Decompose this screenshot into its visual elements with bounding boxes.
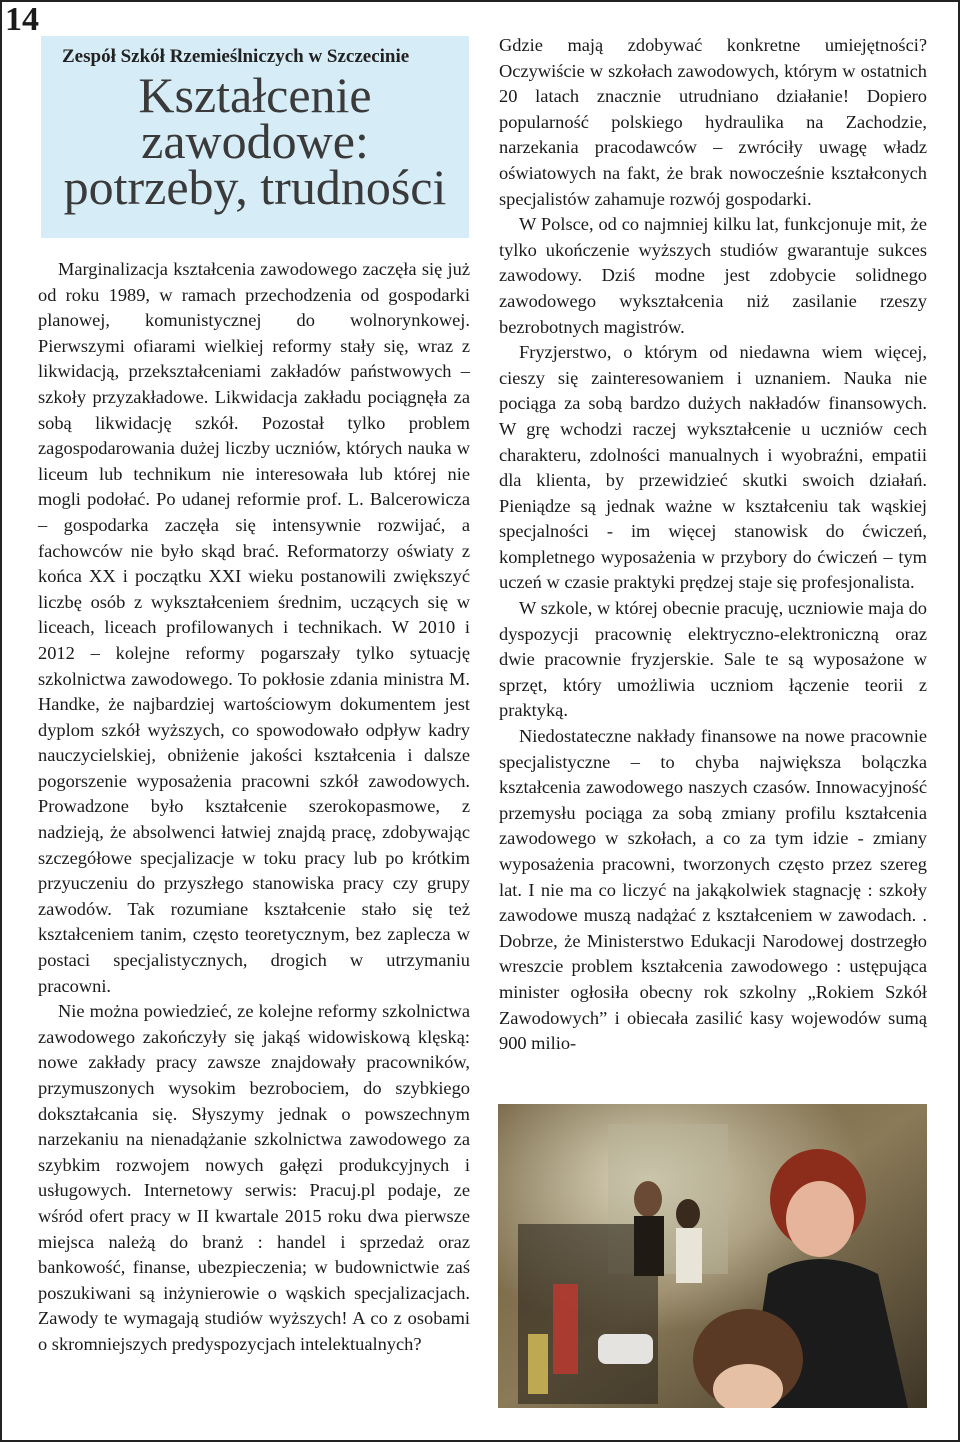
paragraph: Fryzjerstwo, o którym od niedawna wiem więcej, cieszy się zainteresowaniem i uznaniem. Nauka nie pociąga za sobą bardzo dużych nakładów finansowych. W grę wchodzi raczej wykształcenie u uczniów cech charakteru, zdolności manualnych i wyobraźni, empatii dla klienta, by przewidzieć skutki swoich działań. Pieniądze są jednak ważne w kształceniu tak wąskiej specjalności - im więcej stanowisk do ćwiczeń, kompletnego wyposażenia w przybory do ćwiczeń – tym uczeń w czasie praktyki prędzej staje się profesjonalista. [499,342,927,593]
left-column [38,257,470,1358]
paragraph: W szkole, w której obecnie pracuję, uczniowie maja do dyspozycji pracownię elektryczno-elektroniczną oraz dwie pracownie fryzjerskie. Sale te są wyposażone w sprzęt, który umożliwia uczniom łączenie teorii z praktyką. [499,598,927,721]
paragraph: Nie można powiedzieć, ze kolejne reformy szkolnictwa zawodowego zakończyły się jakąś widowiskową klęską: nowe zakłady pracy zawsze znajdowały pracowników, przymuszonych wysokim bezrobociem, do szybkiego dokształcania się. Słyszymy jednak o powszechnym narzekaniu na nienadążanie szkolnictwa zawodowego za szybkim rozwojem nowych gałęzi produkcyjnych i usługowych. Internetowy serwis: Pracuj.pl podaje, ze wśród ofert pracy w II kwartale 2015 roku dwa pierwsze miejsca należą do branż : handel i sprzedaż oraz bankowość, finanse, ubezpieczenia; w budownictwie zaś poszukiwani są inżynierowie o wąskich specjalizacjach. Zawody te wymagają studiów wyższych! A co z osobami o skromniejszych predyspozycjach intelektualnych? [38,1001,470,1354]
page-number: 14 [5,1,39,38]
salon-photo-image [498,1104,927,1408]
school-name: Zespół Szkół Rzemieślniczych w Szczecinie [62,46,410,67]
right-column [499,33,927,1057]
article-title [41,67,469,215]
paragraph: Niedostateczne nakłady finansowe na nowe pracownie specjalistyczne – to chyba największa bolączka kształcenia zawodowego naszych czasów. Innowacyjność przemysłu pociąga za sobą zmiany profilu kształcenia zawodowego w szkołach, a co za tym idzie - zmiany wyposażenia pracowni, tworzonych często przez szereg lat. I nie ma co liczyć na jakąkolwiek stagnację : szkoły zawodowe muszą nadążać z kształceniem w zawodach. . Dobrze, że Ministerstwo Edukacji Narodowej dostrzegło wreszcie problem kształcenia zawodowego : ustępująca minister ogłosiła obecny rok szkolny „Rokiem Szkół Zawodowych” i obiecała zasilić kasy wojewodów sumą 900 milio- [499,726,927,1054]
paragraph: Gdzie mają zdobywać konkretne umiejętności? Oczywiście w szkołach zawodowych, którym w ostatnich 20 latach znacznie utrudniano działanie! Dopiero popularność polskiego hydraulika na Zachodzie, narzekania pracodawców – zwróciły uwagę władz oświatowych na fakt, że brak nowocześnie kształconych specjalistów zahamuje rozwój gospodarki. [499,35,927,209]
title-line: zawodowe: [141,113,369,169]
title-line: potrzeby, trudności [63,159,447,215]
hairdressing-salon-photo [498,1104,927,1408]
title-line: Kształcenie [138,67,372,123]
paragraph: Marginalizacja kształcenia zawodowego zaczęła się już od roku 1989, w ramach przechodzenia od gospodarki planowej, komunistycznej do wolnorynkowej. Pierwszymi ofiarami wielkiej reformy stały się, wraz z likwidacją, przekształceniami zakładów państwowych – szkoły przyzakładowe. Likwidacja zakładu pociągnęła za sobą likwidację szkół. Pozostał tylko problem zagospodarowania dużej liczby uczniów, których nauka w liceum lub technikum nie interesowała lub której nie mogli podołać. Po udanej reformie prof. L. Balcerowicza – gospodarka zaczęła się intensywnie rozwijać, a fachowców nie było skąd brać. Reformatorzy oświaty z końca XX i początku XXI wieku postanowili zwiększyć liczbę osób z wykształceniem średnim, uczących się w liceach, liceach profilowanych i technikach. W 2010 i 2012 – kolejne reformy pogarszały tylko sytuację szkolnictwa zawodowego. To pokłosie zdania ministra M. Handke, że najbardziej wartościowym dokumentem jest dyplom szkół wyższych, co spowodowało odpływ kadry nauczycielskiej, obniżenie jakości kształcenia i dalsze pogorszenie wyposażenia pracowni szkół zawodowych. Prowadzone było kształcenie szerokopasmowe, z nadzieją, że absolwenci łatwiej znajdą pracę, zdobywając szczegółowe specjalizacje w toku pracy lub po krótkim przyuczeniu do przyszłego stanowiska pracy czy grupy zawodów. Tak rozumiane kształcenie stało się też kształceniem tanim, często teoretycznym, bez zaplecza w postaci specjalistycznych, drogich w utrzymaniu pracowni. [38,259,470,996]
paragraph: W Polsce, od co najmniej kilku lat, funkcjonuje mit, że tylko ukończenie wyższych studiów gwarantuje sukces zawodowy. Dziś modne jest zdobycie solidnego zawodowego wykształcenia niż zasilanie rzeszy bezrobotnych magistrów. [499,214,927,337]
